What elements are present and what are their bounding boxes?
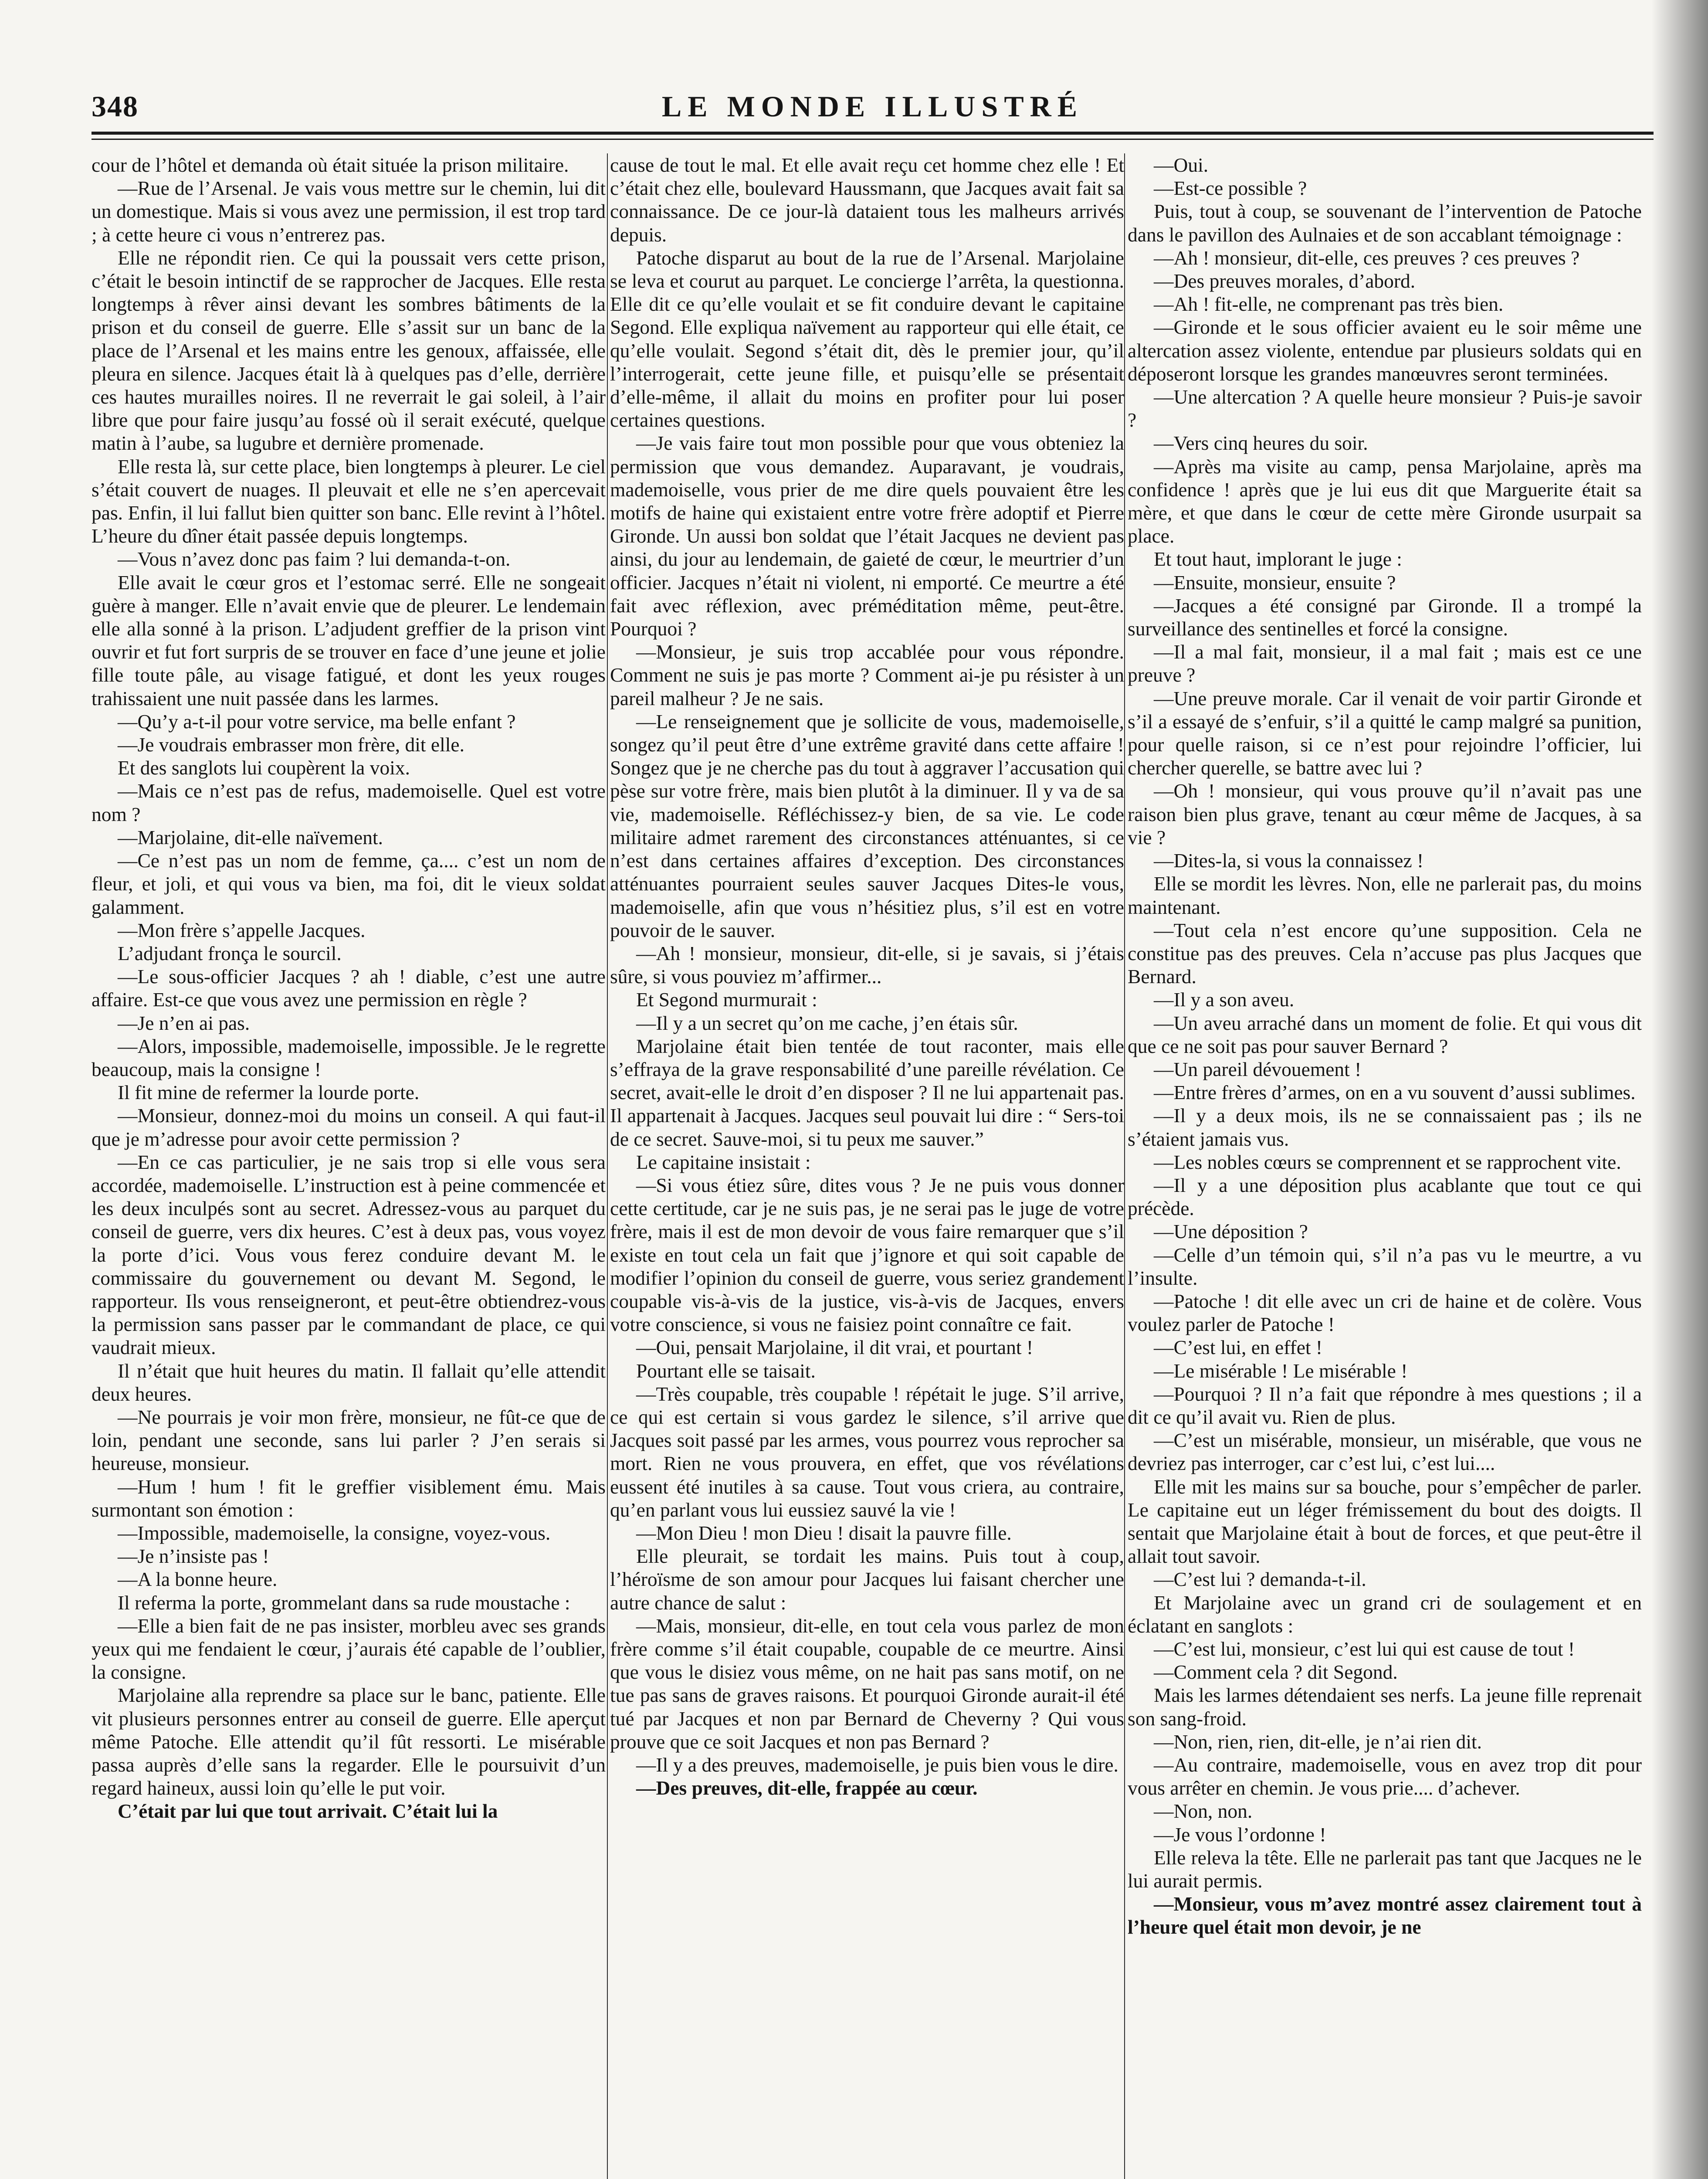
paragraph: —Ah ! monsieur, dit-elle, ces preuves ? ces preuves ? xyxy=(1154,246,1580,269)
paragraph: —Non, non. xyxy=(1154,1800,1253,1823)
paragraph: —Une déposition ? xyxy=(1154,1220,1308,1243)
paragraph: —Ah ! fit-elle, ne comprenant pas très bien. xyxy=(1154,293,1504,316)
paragraph: —Ce n’est pas un nom de femme, ça.... c’est un nom de fleur, et joli, et qui vous va bien, ma foi, dit le vieux soldat galamment. xyxy=(92,849,606,918)
paragraph: —Une altercation ? A quelle heure monsieur ? Puis-je savoir ? xyxy=(1128,386,1642,431)
paragraph: —Entre frères d’armes, on en a vu souvent d’aussi sublimes. xyxy=(1154,1081,1636,1104)
paragraph: —Très coupable, très coupable ! répétait le juge. S’il arrive, ce qui est certain si vous gardez le silence, s’il arrive que Jacques soit passé par les armes, vous pourrez vous reprocher sa mort. Rien ne vous prouvera, en effet, que vos révélations eussent été inutiles à sa cause. Tout vous criera, au contraire, qu’en parlant vous lui eussiez sauvé la vie ! xyxy=(610,1382,1124,1521)
paragraph: —Mon frère s’appelle Jacques. xyxy=(118,919,366,941)
paragraph: —Monsieur, je suis trop accablée pour vous répondre. Comment ne suis je pas morte ? Comment ai-je pu résister à un pareil malheur ? Je ne sais. xyxy=(610,641,1124,709)
paragraph: Patoche disparut au bout de la rue de l’Arsenal. Marjolaine se leva et courut au parquet. Le concierge l’arrêta, la questionna. Elle dit ce qu’elle voulait et se fit conduire devant le capitaine Segond. Elle expliqua naïvement au rapporteur qui elle était, ce qu’elle voulait. Segond s’était dit, dès le premier jour, qu’il l’interrogerait, cette jeune fille, et puisqu’elle se présentait d’elle-même, il allait du moins en profiter pour lui poser certaines questions. xyxy=(610,246,1124,431)
paragraph: —Rue de l’Arsenal. Je vais vous mettre sur le chemin, lui dit un domestique. Mais si vous avez une permission, il est trop tard ; à cette heure ci vous n’entrerez pas. xyxy=(92,177,606,246)
paragraph: Il fit mine de refermer la lourde porte. xyxy=(118,1081,420,1104)
header-rule xyxy=(92,132,1654,135)
paragraph: —Ne pourrais je voir mon frère, monsieur, ne fût-ce que de loin, pendant une seconde, sans lui parler ? J’en serais si heureuse, monsieur. xyxy=(92,1405,606,1475)
paragraph: —Vers cinq heures du soir. xyxy=(1154,432,1368,455)
paragraph: Il referma la porte, grommelant dans sa rude moustache : xyxy=(118,1591,570,1614)
paragraph: —Il y a des preuves, mademoiselle, je puis bien vous le dire. xyxy=(636,1754,1118,1776)
paragraph: Elle releva la tête. Elle ne parlerait pas tant que Jacques ne le lui aurait permis. xyxy=(1128,1846,1642,1892)
paragraph: —Impossible, mademoiselle, la consigne, voyez-vous. xyxy=(118,1521,551,1544)
paragraph: —Est-ce possible ? xyxy=(1154,177,1307,200)
paragraph: —Le renseignement que je sollicite de vous, mademoiselle, songez qu’il peut être d’une extrême gravité dans cette affaire ! Songez que je ne cherche pas du tout à aggraver l’accusation qui pèse sur votre frère, mais bien plutôt à la diminuer. Il y va de sa vie, mademoiselle. Réfléchissez-y bien, de sa vie. Le code militaire admet rarement des circonstances atténuantes, si ce n’est dans certaines affaires d’exception. Des circonstances atténuantes pourraient seules sauver Jacques Dites-le vous, mademoiselle, afin que vous n’hésitiez plus, s’il est en votre pouvoir de le sauver. xyxy=(610,710,1124,941)
paragraph: Elle se mordit les lèvres. Non, elle ne parlerait pas, du moins maintenant. xyxy=(1128,872,1642,918)
paragraph: —Mais, monsieur, dit-elle, en tout cela vous parlez de mon frère comme s’il était coupable, coupable de ce meurtre. Ainsi que vous le disiez vous même, on ne hait pas sans motif, on ne tue pas sans de graves raisons. Et pourquoi Gironde aurait-il été tué par Jacques et non par Bernard de Cheverny ? Qui vous prouve que ce soit Jacques et non pas Bernard ? xyxy=(610,1614,1124,1753)
paragraph: Marjolaine alla reprendre sa place sur le banc, patiente. Elle vit plusieurs personnes entrer au conseil de guerre. Elle aperçut même Patoche. Elle attendit qu’il fût ressorti. Le misérable passa auprès d’elle sans la regarder. Elle le poursuivit d’un regard haineux, aussi loin qu’elle le put voir. xyxy=(92,1684,606,1799)
paragraph: —Alors, impossible, mademoiselle, impossible. Je le regrette beaucoup, mais la consigne ! xyxy=(92,1035,606,1080)
paragraph: —Je vous l’ordonne ! xyxy=(1154,1823,1326,1846)
paragraph: Pourtant elle se taisait. xyxy=(636,1359,816,1382)
paragraph: —Après ma visite au camp, pensa Marjolaine, après ma confidence ! après que je lui eus dit que Marguerite était sa mère, et que dans le cœur de cette mère Gironde usurpait sa place. xyxy=(1128,455,1642,547)
paragraph: —Mais ce n’est pas de refus, mademoiselle. Quel est votre nom ? xyxy=(92,780,606,825)
page-number: 348 xyxy=(92,90,139,123)
paragraph: —Dites-la, si vous la connaissez ! xyxy=(1154,849,1424,872)
paragraph: Elle pleurait, se tordait les mains. Puis tout à coup, l’héroïsme de son amour pour Jacques lui faisant chercher une autre chance de salut : xyxy=(610,1545,1124,1614)
paragraph: —Gironde et le sous officier avaient eu le soir même une altercation assez violente, entendue par plusieurs soldats qui en déposeront lorsque les grandes manœuvres seront terminées. xyxy=(1128,316,1642,385)
paragraph: Elle resta là, sur cette place, bien longtemps à pleurer. Le ciel s’était couvert de nuages. Il pleuvait et elle ne s’en apercevait pas. Enfin, il lui fallut bien quitter son banc. Elle revint à l’hôtel. L’heure du dîner était passée depuis longtemps. xyxy=(92,455,606,547)
paragraph: —Monsieur, donnez-moi du moins un conseil. A qui faut-il que je m’adresse pour avoir cette permission ? xyxy=(92,1104,606,1150)
paragraph: —Les nobles cœurs se comprennent et se rapprochent vite. xyxy=(1154,1151,1621,1173)
paragraph: L’adjudant fronça le sourcil. xyxy=(118,942,342,964)
paragraph: —Il y a un secret qu’on me cache, j’en étais sûr. xyxy=(636,1011,1018,1034)
paragraph: —Non, rien, rien, dit-elle, je n’ai rien dit. xyxy=(1154,1730,1482,1753)
paragraph: —Ensuite, monsieur, ensuite ? xyxy=(1154,571,1396,594)
text-column-2 xyxy=(610,153,1124,2179)
paragraph: Elle ne répondit rien. Ce qui la poussait vers cette prison, c’était le besoin intinctif de se rapprocher de Jacques. Elle resta longtemps à rêver ainsi devant les sombres bâtiments de la prison et du conseil de guerre. Elle s’assit sur un banc de la place de l’Arsenal et les mains entre les genoux, affaissée, elle pleura en silence. Jacques était là à quelques pas d’elle, derrière ces hautes murailles noires. Il ne reverrait le gai soleil, à l’air libre que pour faire jusqu’au fossé où il serait exécuté, quelque matin à l’aube, sa lugubre et dernière promenade. xyxy=(92,246,606,455)
paragraph: —Une preuve morale. Car il venait de voir partir Gironde et s’il a essayé de s’enfuir, s’il a quitté le camp malgré sa punition, pour quelle raison, si ce n’est pour rejoindre l’officier, lui chercher querelle, se battre avec lui ? xyxy=(1128,687,1642,779)
paragraph: —Des preuves, dit-elle, frappée au cœur. xyxy=(636,1777,978,1799)
paragraph: —Je voudrais embrasser mon frère, dit elle. xyxy=(118,733,464,756)
paragraph: cour de l’hôtel et demanda où était située la prison militaire. xyxy=(92,154,569,176)
header-rule-thin xyxy=(92,139,1654,140)
paragraph: —C’est lui, monsieur, c’est lui qui est cause de tout ! xyxy=(1154,1638,1575,1660)
paragraph: Et Segond murmurait : xyxy=(636,988,817,1011)
paragraph: —Je n’insiste pas ! xyxy=(118,1545,269,1568)
paragraph: —Un pareil dévouement ! xyxy=(1154,1058,1362,1080)
paragraph: Puis, tout à coup, se souvenant de l’intervention de Patoche dans le pavillon des Aulnaies et de son accablant témoignage : xyxy=(1128,200,1642,246)
paragraph: Et des sanglots lui coupèrent la voix. xyxy=(118,757,410,779)
paragraph: —Au contraire, mademoiselle, vous en avez trop dit pour vous arrêter en chemin. Je vous prie.... d’achever. xyxy=(1128,1754,1642,1799)
paragraph: —Mon Dieu ! mon Dieu ! disait la pauvre fille. xyxy=(636,1521,1012,1544)
paragraph: —Oh ! monsieur, qui vous prouve qu’il n’avait pas une raison bien plus grave, tenant au cœur même de Jacques, à sa vie ? xyxy=(1128,780,1642,849)
paragraph: —A la bonne heure. xyxy=(118,1568,278,1591)
paragraph: Elle mit les mains sur sa bouche, pour s’empêcher de parler. Le capitaine eut un léger frémissement du bout des doigts. Il sentait que Marjolaine était à bout de forces, et que peut-être il allait tout savoir. xyxy=(1128,1475,1642,1568)
journal-title: LE MONDE ILLUSTRÉ xyxy=(661,90,1084,123)
paragraph: C’était par lui que tout arrivait. C’était lui la xyxy=(118,1800,498,1823)
paragraph: —C’est lui, en effet ! xyxy=(1154,1336,1323,1359)
paragraph: —Il y a son aveu. xyxy=(1154,988,1295,1011)
paragraph: —Elle a bien fait de ne pas insister, morbleu avec ses grands yeux qui me fendaient le cœur, j’aurais été capable de l’oublier, la consigne. xyxy=(92,1614,606,1683)
paragraph: —Vous n’avez donc pas faim ? lui demanda-t-on. xyxy=(118,548,511,570)
paragraph: —Pourquoi ? Il n’a fait que répondre à mes questions ; il a dit ce qu’il avait vu. Rien de plus. xyxy=(1128,1382,1642,1428)
paragraph: Elle avait le cœur gros et l’estomac serré. Elle ne songeait guère à manger. Elle n’avait envie que de pleurer. Le lendemain elle alla sonné à la prison. L’adjudent greffier de la prison vint ouvrir et fut fort surpris de se trouver en face d’une jeune et jolie fille toute pâle, au visage fatigué, et dont les yeux rouges trahissaient une nuit passée dans les larmes. xyxy=(92,571,606,709)
column-divider xyxy=(1124,153,1125,2179)
paragraph: Mais les larmes détendaient ses nerfs. La jeune fille reprenait son sang-froid. xyxy=(1128,1684,1642,1730)
paragraph: Marjolaine était bien tentée de tout raconter, mais elle s’effraya de la grave responsabilité d’une pareille révélation. Ce secret, avait-elle le droit d’en disposer ? Il ne lui appartenait pas. Il appartenait à Jacques. Jacques seul pouvait lui dire : “ Sers-toi de ce secret. Sauve-moi, si tu peux me sauver.” xyxy=(610,1035,1124,1150)
paragraph: —Celle d’un témoin qui, s’il n’a pas vu le meurtre, a vu l’insulte. xyxy=(1128,1243,1642,1289)
paragraph: Et Marjolaine avec un grand cri de soulagement et en éclatant en sanglots : xyxy=(1128,1591,1642,1637)
paragraph: —Il y a deux mois, ils ne se connaissaient pas ; ils ne s’étaient jamais vus. xyxy=(1128,1104,1642,1150)
paragraph: —En ce cas particulier, je ne sais trop si elle vous sera accordée, mademoiselle. L’instruction est à peine commencée et les deux inculpés sont au secret. Adressez-vous au parquet du conseil de guerre, vers dix heures. C’est à deux pas, vous voyez la porte d’ici. Vous vous ferez conduire devant M. le commissaire du gouvernement ou devant M. Segond, le rapporteur. Ils vous renseigneront, et peut-être obtiendrez-vous la permission sans passer par le commandant de place, ce qui vaudrait mieux. xyxy=(92,1151,606,1359)
paragraph: —Le sous-officier Jacques ? ah ! diable, c’est une autre affaire. Est-ce que vous avez une permission en règle ? xyxy=(92,965,606,1011)
paragraph: —Jacques a été consigné par Gironde. Il a trompé la surveillance des sentinelles et forcé la consigne. xyxy=(1128,594,1642,640)
paragraph: —Si vous étiez sûre, dites vous ? Je ne puis vous donner cette certitude, car je ne suis pas, je ne serai pas le juge de votre frère, mais il est de mon devoir de vous faire remarquer que s’il existe en tout cela un fait que j’ignore et qui soit capable de modifier l’opinion du conseil de guerre, vous seriez grandement coupable vis-à-vis de la justice, vis-à-vis de Jacques, envers votre conscience, si vous ne faisiez point connaître ce fait. xyxy=(610,1174,1124,1336)
paragraph: —Comment cela ? dit Segond. xyxy=(1154,1661,1398,1683)
paragraph: —Je vais faire tout mon possible pour que vous obteniez la permission que vous demandez. Auparavant, je voudrais, mademoiselle, vous prier de me dire quels pouvaient être les motifs de haine qui existaient entre votre frère adoptif et Pierre Gironde. Un aussi bon soldat que l’était Jacques ne devient pas ainsi, du jour au lendemain, de gaieté de cœur, le meurtrier d’un officier. Jacques n’était ni violent, ni emporté. Ce meurtre a été fait avec réflexion, avec préméditation même, peut-être. Pourquoi ? xyxy=(610,432,1124,640)
paragraph: —Il y a une déposition plus acablante que tout ce qui précède. xyxy=(1128,1174,1642,1220)
paragraph: —Il a mal fait, monsieur, il a mal fait ; mais est ce une preuve ? xyxy=(1128,641,1642,686)
paragraph: —Marjolaine, dit-elle naïvement. xyxy=(118,826,383,849)
paragraph: Et tout haut, implorant le juge : xyxy=(1154,548,1402,570)
paragraph: —Ah ! monsieur, monsieur, dit-elle, si je savais, si j’étais sûre, si vous pouviez m’affirmer... xyxy=(610,942,1124,988)
text-column-1 xyxy=(92,153,606,2179)
paragraph: —Le misérable ! Le misérable ! xyxy=(1154,1359,1408,1382)
paragraph: —C’est un misérable, monsieur, un misérable, que vous ne devriez pas interroger, car c’est lui, c’est lui.... xyxy=(1128,1429,1642,1475)
paragraph: —Un aveu arraché dans un moment de folie. Et qui vous dit que ce ne soit pas pour sauver Bernard ? xyxy=(1128,1011,1642,1057)
paragraph: —Tout cela n’est encore qu’une supposition. Cela ne constitue pas des preuves. Cela n’accuse pas plus Jacques que Bernard. xyxy=(1128,919,1642,988)
text-column-3 xyxy=(1128,153,1642,2179)
paragraph: —Oui. xyxy=(1154,154,1209,176)
paragraph: —Je n’en ai pas. xyxy=(118,1011,250,1034)
paragraph: —Oui, pensait Marjolaine, il dit vrai, et pourtant ! xyxy=(636,1336,1034,1359)
page-edge-shadow xyxy=(1651,0,1708,2179)
column-divider xyxy=(607,153,608,2179)
paragraph: —C’est lui ? demanda-t-il. xyxy=(1154,1568,1366,1591)
paragraph: Le capitaine insistait : xyxy=(636,1151,811,1173)
paragraph: —Hum ! hum ! fit le greffier visiblement ému. Mais surmontant son émotion : xyxy=(92,1475,606,1521)
paragraph: —Monsieur, vous m’avez montré assez clairement tout à l’heure quel était mon devoir, je ne xyxy=(1128,1893,1642,1938)
paragraph: —Qu’y a-t-il pour votre service, ma belle enfant ? xyxy=(118,710,516,733)
paragraph: —Des preuves morales, d’abord. xyxy=(1154,270,1416,292)
paragraph: cause de tout le mal. Et elle avait reçu cet homme chez elle ! Et c’était chez elle, boulevard Haussmann, que Jacques avait fait sa connaissance. De ce jour-là dataient tous les malheurs arrivés depuis. xyxy=(610,154,1124,246)
page-header xyxy=(92,89,1654,129)
paragraph: Il n’était que huit heures du matin. Il fallait qu’elle attendit deux heures. xyxy=(92,1359,606,1405)
paragraph: —Patoche ! dit elle avec un cri de haine et de colère. Vous voulez parler de Patoche ! xyxy=(1128,1290,1642,1336)
